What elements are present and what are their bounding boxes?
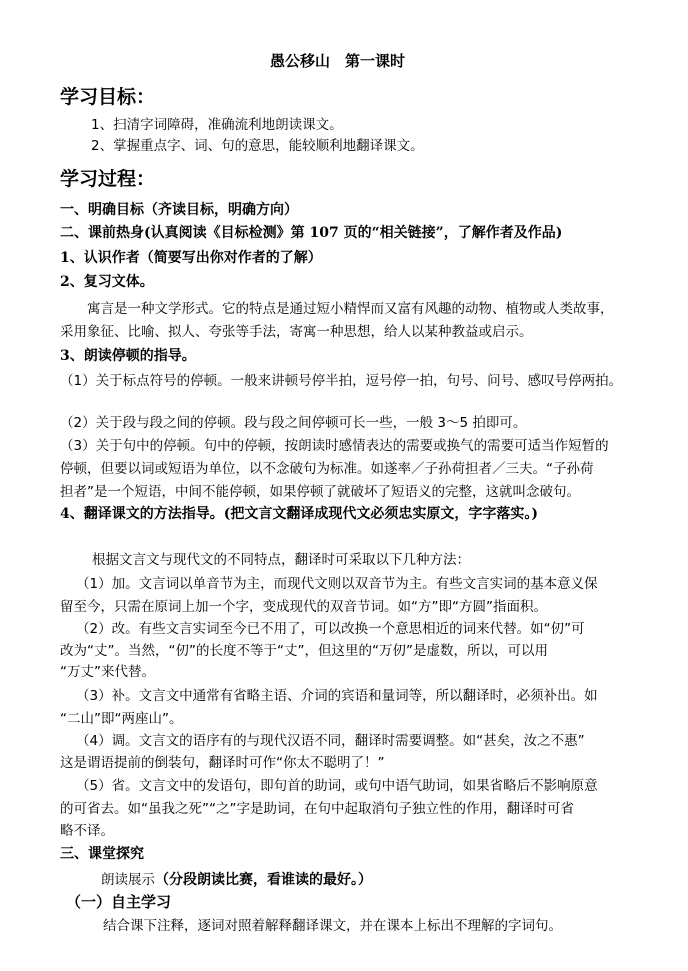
method-5-line-2: 的可省去。如“虽我之死”“之”字是助词，在句中起取消句子独立性的作用，翻译时可省: [60, 801, 574, 817]
pause-rule-3-line-3: 担者”是一个短语，中间不能停顿，如果停顿了就破坏了短语义的完整，这就叫念破句。: [60, 484, 580, 500]
know-author-heading: 1、认识作者（简要写出你对作者的了解）: [60, 250, 322, 266]
method-2-line-1: （2）改。有些文言实词至今已不用了，可以改换一个意思相近的词来代替。如“仞”可: [76, 621, 585, 637]
reading-show-label: 朗读展示: [101, 872, 155, 888]
genre-review-heading: 2、复习文体。: [60, 274, 154, 290]
method-5-line-1: （5）省。文言文中的发语句，即句首的助词，或句中语气助词，如果省略后不影响原意: [76, 778, 598, 794]
section-2-heading: 二、课前热身(认真阅读《目标检测》第 107 页的“相关链接”，了解作者及作品): [60, 225, 563, 241]
goals-heading: 学习目标：: [60, 86, 156, 108]
goal-item-1: 1、扫清字词障碍，准确流利地朗读课文。: [91, 117, 343, 133]
reading-show-line: [101, 869, 372, 889]
method-2-line-2: 改为“丈”。当然，“仞”的长度不等于“丈”，但这里的“万仞”是虚数，所以，可以用: [60, 643, 548, 659]
pause-rule-3-line-2: 停顿，但要以词或短语为单位，以不念破句为标准。如遂率／子孙荷担者／三夫。“子孙荷: [60, 461, 594, 477]
page-title: 愚公移山 第一课时: [270, 52, 406, 70]
method-5-line-3: 略不译。: [60, 823, 114, 839]
goal-item-2: 2、掌握重点字、词、句的意思，能较顺利地翻译课文。: [91, 138, 424, 154]
method-2-line-3: “万丈”来代替。: [60, 664, 155, 680]
self-study-text: 结合课下注释，逐词对照着解释翻译课文，并在课本上标出不理解的字词句。: [103, 918, 562, 934]
self-study-heading: （一）自主学习: [66, 893, 172, 911]
method-4-line-1: （4）调。文言文的语序有的与现代汉语不同，翻译时需要调整。如“甚矣，汝之不惠”: [76, 733, 585, 749]
pause-rule-2: （2）关于段与段之间的停顿。段与段之间停顿可长一些，一般 3～5 拍即可。: [60, 415, 527, 431]
methods-intro: 根据文言文与现代文的不同特点，翻译时可采取以下几种方法：: [92, 552, 470, 568]
method-4-line-2: 这是谓语提前的倒装句，翻译时可作“你太不聪明了！”: [60, 755, 385, 771]
fable-text-line-2: 采用象征、比喻、拟人、夸张等手法，寄寓一种思想，给人以某种教益或启示。: [60, 324, 533, 340]
pause-rule-1: （1）关于标点符号的停顿。一般来讲顿号停半拍，逗号停一拍，句号、问号、感叹号停两拍。: [60, 373, 623, 389]
method-3-line-2: “二山”即“两座山”。: [60, 711, 183, 727]
section-1-heading: 一、明确目标（齐读目标，明确方向）: [60, 202, 298, 218]
pause-guide-heading: 3、朗读停顿的指导。: [60, 348, 196, 364]
method-3-line-1: （3）补。文言文中通常有省略主语、介词的宾语和量词等，所以翻译时，必须补出。如: [76, 688, 598, 704]
translation-guide-heading: 4、翻译课文的方法指导。(把文言文翻译成现代文必须忠实原文，字字落实。): [60, 506, 538, 522]
method-1-line-2: 留至今，只需在原词上加一个字，变成现代的双音节词。如“方”即“方圆”指面积。: [60, 599, 547, 615]
method-1-line-1: （1）加。文言词以单音节为主，而现代文则以双音节为主。有些文言实词的基本意义保: [76, 576, 598, 592]
section-3-heading: 三、课堂探究: [60, 846, 144, 862]
process-heading: 学习过程：: [60, 168, 156, 190]
reading-show-note: （分段朗读比赛，看谁读的最好。）: [155, 872, 372, 888]
fable-text-line-1: 寓言是一种文学形式。它的特点是通过短小精悍而又富有风趣的动物、植物或人类故事，: [87, 301, 614, 317]
pause-rule-3-line-1: （3）关于句中的停顿。句中的停顿，按朗读时感情表达的需要或换气的需要可适当作短暂的: [60, 438, 609, 454]
